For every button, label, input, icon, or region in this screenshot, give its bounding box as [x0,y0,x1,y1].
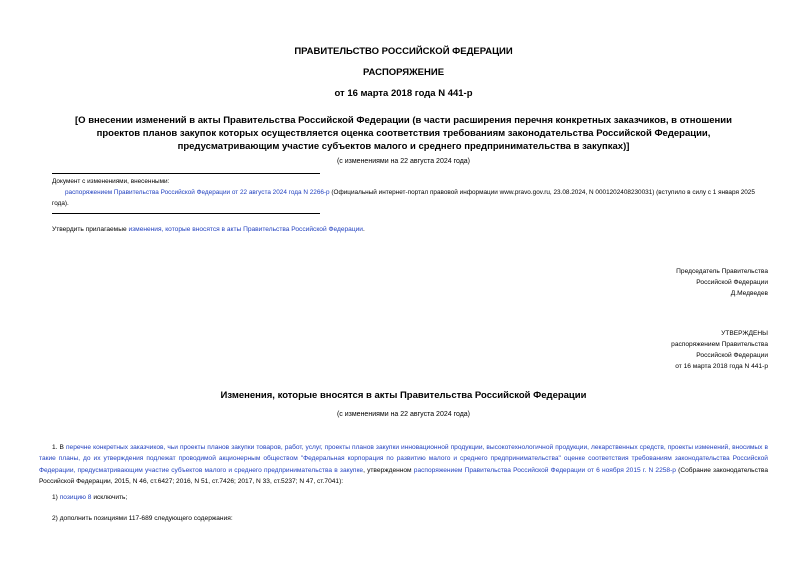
approved-by: распоряжением Правительства [671,341,768,348]
signature-position: Председатель Правительства [676,268,768,275]
changes-paragraph-1 [39,442,768,487]
changes-title: Изменения, которые вносятся в акты Правительства Российской Федерации [220,390,587,401]
change-note-heading: Документ с изменениями, внесенными: [52,178,170,185]
approved-date: от 16 марта 2018 года N 441-р [675,363,768,370]
approve-paragraph [52,226,768,233]
changes-edition-note: (с изменениями на 22 августа 2024 года) [336,411,471,418]
document-title: [О внесении изменений в акты Правительства Российской Федерации (в части расширения перечня конкретных заказчиков, в отношении проектов планов закупок которых осуществляется оценка соответствия требованиям законодательства Российской Федерации, предусматривающим участие субъектов малого и среднего предпринимательства в закупках)] [75,115,732,152]
para1-prefix: 1. В [52,444,66,451]
change-note-body [52,187,768,209]
changes-item-2: 2) дополнить позициями 117-689 следующего содержания: [52,515,233,522]
item1-suffix: исключить; [91,494,128,501]
para1-mid: , утвержденном [363,466,414,474]
change-note-divider-bottom [52,213,320,214]
signature-name: Д.Медведев [730,290,768,297]
approved-label: УТВЕРЖДЕНЫ [721,330,768,337]
order-2258-link[interactable]: распоряжением Правительства Российской Федерации от 6 ноября 2015 г. N 2258-р [413,466,676,474]
customer-list-link[interactable]: перечне конкретных заказчиков, чьи проекты планов закупки товаров, работ, услуг, проекты планов закупки инновационной продукции, высокотехнологичной продукции, лекарственных средств, проекты изменений, вносимых в такие планы, до их утверждения подлежат проводимой акционерным обществом "Федеральная корпорация по развитию малого и среднего предпринимательства" оценке соответствия требованиям законодательства Российской Федерации, предусматривающим участие субъектов малого и среднего предпринимательства в закупке [39,444,769,474]
changes-item-1 [52,492,768,503]
item1-prefix: 1) [52,494,60,501]
amending-act-link[interactable]: распоряжением Правительства Российской Федерации от 22 августа 2024 года N 2266-р [65,189,330,196]
approve-suffix: . [362,226,365,233]
signature-block [676,266,768,299]
change-note-divider-top [52,173,320,174]
approve-prefix: Утвердить прилагаемые [52,226,129,233]
approved-country: Российской Федерации [696,352,768,359]
change-note-source: (Официальный интернет-портал правовой информации www.pravo.gov.ru, 23.08.2024, N 0001202408230031) (вступило в силу с 1 января 2025 года). [52,189,755,207]
edition-note: (с изменениями на 22 августа 2024 года) [336,158,471,165]
document-date: от 16 марта 2018 года N 441-р [334,88,473,99]
changes-link[interactable]: изменения, которые вносятся в акты Правительства Российской Федерации [128,226,363,233]
approved-block [671,328,768,372]
para1-suffix: (Собрание законодательства Российской Федерации, 2015, N 46, ст.6427; 2016, N 51, ст.7426; 2017, N 33, ст.5237; N 47, ст.7041): [39,466,768,485]
government-heading: ПРАВИТЕЛЬСТВО РОССИЙСКОЙ ФЕДЕРАЦИИ [294,46,513,57]
signature-country: Российской Федерации [696,279,768,286]
document-type: РАСПОРЯЖЕНИЕ [362,67,445,78]
position-8-link[interactable]: позицию 8 [59,494,92,501]
